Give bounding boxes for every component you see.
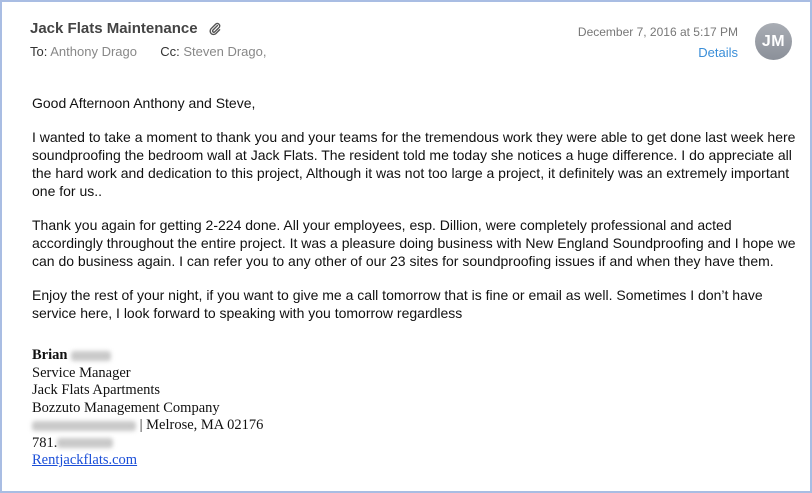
signature-name-line xyxy=(32,347,263,365)
signature-title: Service Manager xyxy=(32,364,131,381)
email-header xyxy=(2,2,810,72)
greeting: Good Afternoon Anthony and Steve, xyxy=(32,95,256,111)
sender-avatar: JM xyxy=(755,23,792,60)
to-label: To: xyxy=(30,44,48,59)
email-body xyxy=(32,94,797,338)
signature-name: Brian xyxy=(32,347,68,363)
body-paragraph: Thank you again for getting 2-224 done. All your employees, esp. Dillion, were completely professional and acted accordingly throughout the entire project. It was a pleasure doing business with New England Soundproofing and I hope we can do business again. I can refer you to any other of our 23 sites for soundproofing issues if and when they have them. xyxy=(32,217,796,269)
cc-label: Cc: xyxy=(160,44,180,59)
signature-address-line xyxy=(32,417,263,435)
cc-recipient[interactable]: Steven Drago, xyxy=(183,44,267,59)
details-link[interactable]: Details xyxy=(698,45,738,60)
signature-property: Jack Flats Apartments xyxy=(32,382,161,398)
paperclip-icon[interactable] xyxy=(207,21,223,37)
signature-company: Bozzuto Management Company xyxy=(32,399,220,416)
redacted-street xyxy=(32,421,136,431)
signature-block xyxy=(32,347,263,470)
signature-website-line xyxy=(32,452,263,470)
signature-address: | Melrose, MA 02176 xyxy=(139,417,264,433)
body-paragraph: Enjoy the rest of your night, if you want to give me a call tomorrow that is fine or email as well. Sometimes I don’t have service here, I look forward to speaking with you tomorrow regardless xyxy=(32,287,763,321)
signature-phone-line xyxy=(32,435,263,453)
email-subject: Jack Flats Maintenance xyxy=(30,20,198,37)
to-recipient[interactable]: Anthony Drago xyxy=(50,44,137,59)
website-link[interactable]: Rentjackflats.com xyxy=(32,452,138,468)
redacted-surname xyxy=(71,351,111,361)
email-date: December 7, 2016 at 5:17 PM xyxy=(577,25,738,39)
body-paragraph: I wanted to take a moment to thank you and your teams for the tremendous work they were able to get done last week here soundproofing the bedroom wall at Jack Flats. The resident told me today she notices a huge difference. I do appreciate all the hard work and dedication to this project, Although it was not too large a project, it definitely was an extremely important one for us.. xyxy=(32,129,796,199)
recipients-line xyxy=(30,44,266,59)
signature-phone-prefix: 781. xyxy=(32,434,58,451)
redacted-phone xyxy=(57,438,113,448)
